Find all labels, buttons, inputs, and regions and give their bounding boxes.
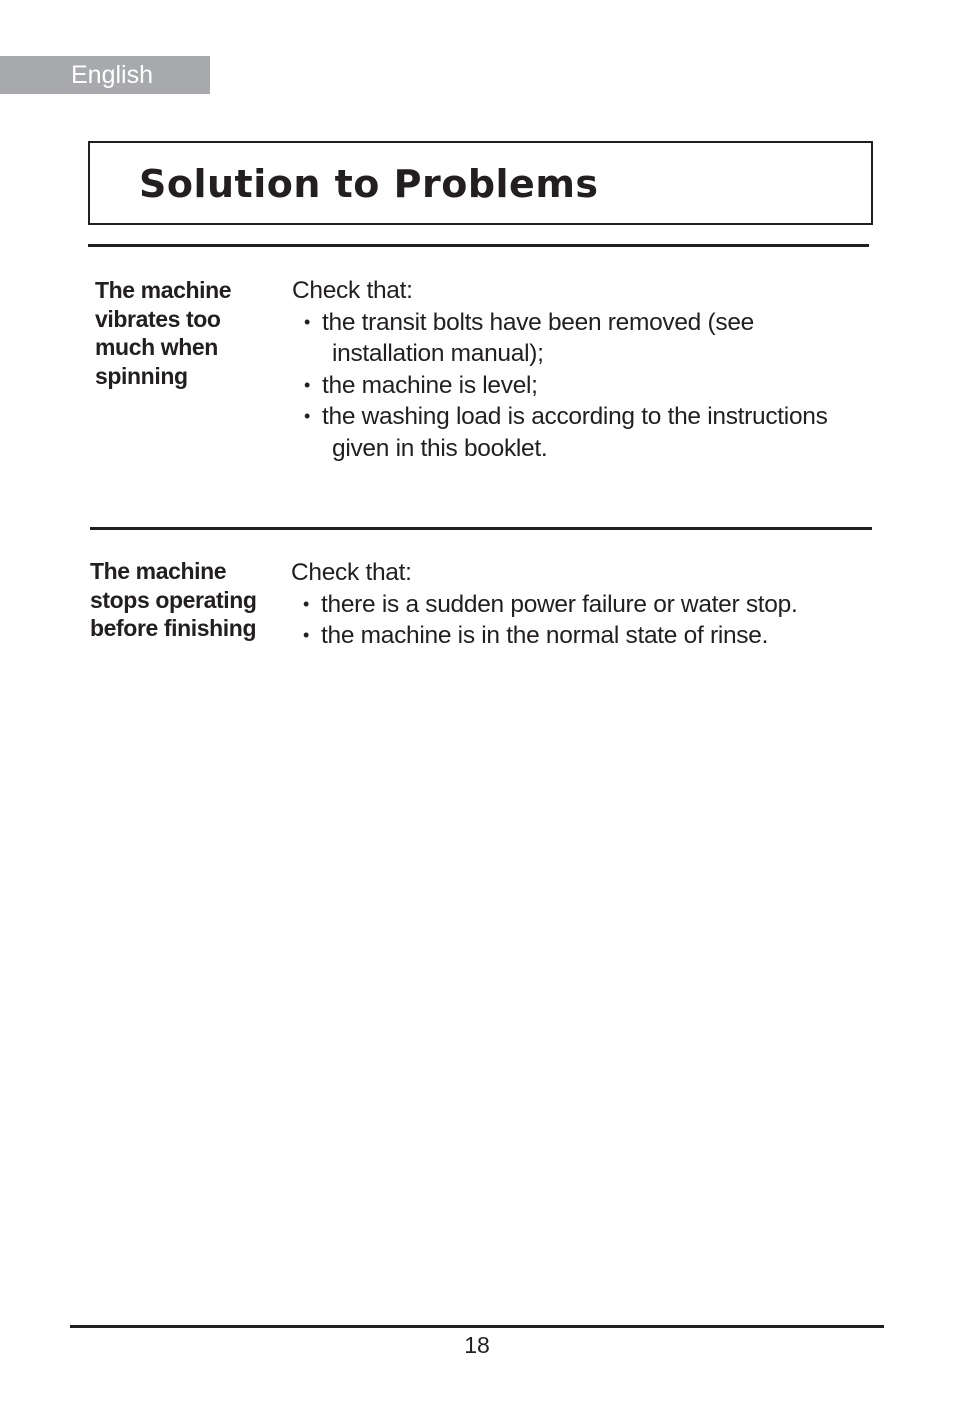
page-number: 18 xyxy=(464,1332,490,1358)
bullet-dot-icon: • xyxy=(304,406,311,426)
problem-2-line: before finishing xyxy=(90,615,257,641)
check-heading: Check that: xyxy=(292,277,413,304)
problem-2-line: The machine xyxy=(90,558,227,584)
check-item-line: the machine is in the normal state of rinse. xyxy=(321,622,769,649)
bullet-dot-icon: • xyxy=(304,374,311,395)
check-item-line: given in this booklet. xyxy=(332,434,548,462)
check-item xyxy=(291,620,891,652)
problem-1-checklist xyxy=(292,275,892,464)
problem-2-label xyxy=(90,557,290,643)
check-item xyxy=(292,307,892,370)
check-item-line: installation manual); xyxy=(332,340,544,367)
check-item-line: the washing load is according to the instructions xyxy=(322,403,828,430)
section-divider-middle xyxy=(90,527,872,530)
problem-1-line: vibrates too xyxy=(95,305,221,332)
problem-1-label xyxy=(95,276,285,390)
language-tab: English xyxy=(0,56,210,94)
bullet-dot-icon: • xyxy=(303,593,310,614)
bullet-dot-icon: • xyxy=(304,311,311,332)
problem-1-line: much when xyxy=(95,334,218,360)
check-item-line: the transit bolts have been removed (see xyxy=(322,308,754,336)
problem-2-checklist xyxy=(291,557,891,652)
check-item xyxy=(292,370,892,402)
footer-divider xyxy=(70,1325,884,1328)
check-item xyxy=(292,401,892,464)
section-divider-top xyxy=(88,244,869,247)
problem-1-line: The machine xyxy=(95,277,232,303)
check-item-line: the machine is level; xyxy=(322,371,538,399)
page-title: Solution to Problems xyxy=(139,162,599,206)
bullet-dot-icon: • xyxy=(303,625,310,645)
check-item-line: there is a sudden power failure or water stop. xyxy=(321,590,798,618)
check-heading: Check that: xyxy=(291,559,412,586)
title-box xyxy=(88,141,873,225)
check-item xyxy=(291,589,891,621)
problem-2-line: stops operating xyxy=(90,586,257,613)
problem-1-line: spinning xyxy=(95,362,188,389)
